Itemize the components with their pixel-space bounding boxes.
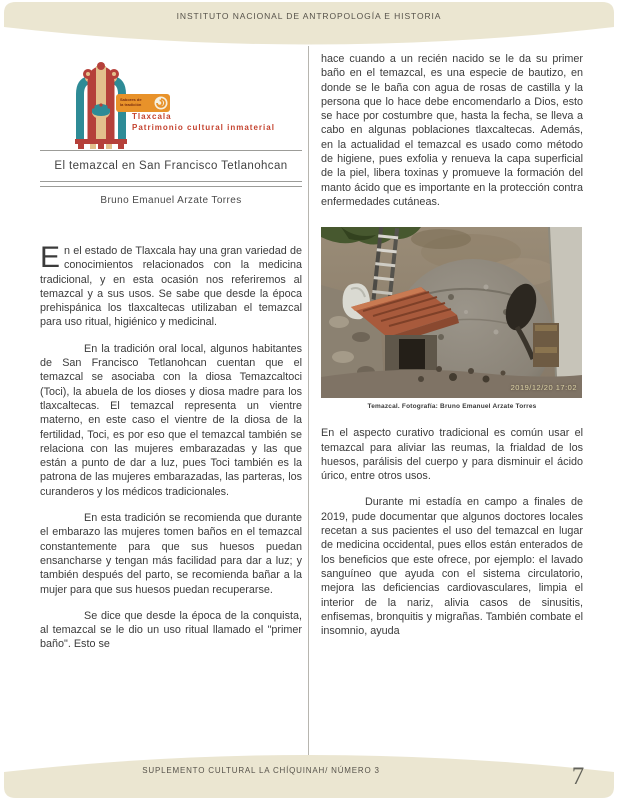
title-bottom-rule <box>40 181 302 187</box>
photo-temazcal <box>321 227 582 398</box>
column-divider <box>308 46 309 755</box>
paragraph-left-2: En la tradición oral local, algunos habitantes de San Francisco Tetlanohcan cuentan que el temazcal se asociaba con la diosa Temazcaltoci (Toci), la abuela de los dioses y diosa madre para los tlaxcaltecas. El temazcal representa un vientre materno, en este caso el vientre de la diosa de la fertilidad, Toci, es por eso que el temazcal también se relaciona con las mujeres embarazadas y las que están a punto de dar a luz, pues Toci también es la patrona de las mujeres embarazadas, las parteras, los curanderos y los médicos tradicionales. <box>40 342 302 498</box>
paragraph-left-1-text: n el estado de Tlaxcala hay una gran variedad de conocimientos relacionados con la medicina tradicional, y en esta ocasión nos referiremos al temazcal y a sus usos. Se sabe que desde la época prehispánica los tlaxcaltecas utilizaban el temazcal para uso ritual, higiénico y medicinal. <box>40 245 302 329</box>
footer-text: SUPLEMENTO CULTURAL LA CHÍQUINAH/ NÚMERO 3 <box>142 766 380 775</box>
page-number: 7 <box>571 763 585 790</box>
institution-header: INSTITUTO NACIONAL DE ANTROPOLOGÍA E HISTORIA <box>176 11 442 21</box>
logo-tagline-label: Patrimonio cultural inmaterial <box>132 123 275 132</box>
paragraph-right-1: hace cuando a un recién nacido se le da su primer baño en el temazcal, es una especie de bautizo, en donde se le baña con agua de rosas de castilla y la persona que lo hace debe encomendarlo a Dios, esto se hace por costumbre que, hasta la fecha, se lleva a cabo en algunas poblaciones tlaxcaltecas. Además, en la actualidad el temazcal es usado como método de higiene, pues exfolia y renueva la capa superficial de la piel, libera toxinas y promueve la formación del manto ácido que es importante en la protección contra enfermedades cutáneas. <box>321 53 583 208</box>
temazcal-photo-art <box>321 227 582 398</box>
logo-ribbon <box>116 94 170 112</box>
article-title: El temazcal en San Francisco Tetlanohcan <box>54 160 288 172</box>
ribbon-line-2: la tradición <box>120 102 142 107</box>
paragraph-right-2: En el aspecto curativo tradicional es común usar el temazcal para aliviar las reumas, la frialdad de los huesos, parálisis del cuerpo y para disminuir el ácido úrico, entre otros usos. <box>321 427 583 483</box>
author-byline: Bruno Emanuel Arzate Torres <box>100 195 242 206</box>
logo-region-label: Tlaxcala <box>132 112 172 121</box>
ribbon-line-1: Sabores de <box>120 97 142 102</box>
paragraph-right-3: Durante mi estadía en campo a finales de 2019, pude documentar que algunos doctores locales recetan a sus pacientes el uso del temazcal en lugar de medicina occidental, pues ellos están enterados de los beneficios que este ofrece, por ejemplo: el lavado sanguíneo que ayuda con el sistema circulatorio, mejora las deficiencias cardiovasculares, limpia el interior de la nariz, alivia casos de sinusitis, enfisemas, bronquitis y migrañas. También combate el insomnio, ayuda <box>321 496 583 638</box>
spiral-icon <box>154 96 168 110</box>
photo-timestamp: 2019/12/20 17:02 <box>510 383 577 393</box>
left-column <box>40 150 302 664</box>
photo-caption: Temazcal. Fotografía: Bruno Emanuel Arzate Torres <box>367 403 537 411</box>
title-top-rule <box>40 150 302 151</box>
paragraph-left-1 <box>40 241 302 330</box>
dropcap-letter: E <box>40 241 61 274</box>
inah-tlaxcala-logo <box>62 60 292 150</box>
paragraph-left-4: Se dice que desde la época de la conquista, al temazcal se le dio un uso ritual llamado el "primer baño". Esto se <box>40 609 302 651</box>
right-column <box>321 52 583 650</box>
paragraph-left-3: En esta tradición se recomienda que durante el embarazo las mujeres tomen baños en el temazcal constantemente para que sus huesos puedan ensancharse y tengan más facilidad para dar a luz; y también después del parto, se recomienda bañar a la mujer para que sus huesos puedan recuperarse. <box>40 512 302 596</box>
